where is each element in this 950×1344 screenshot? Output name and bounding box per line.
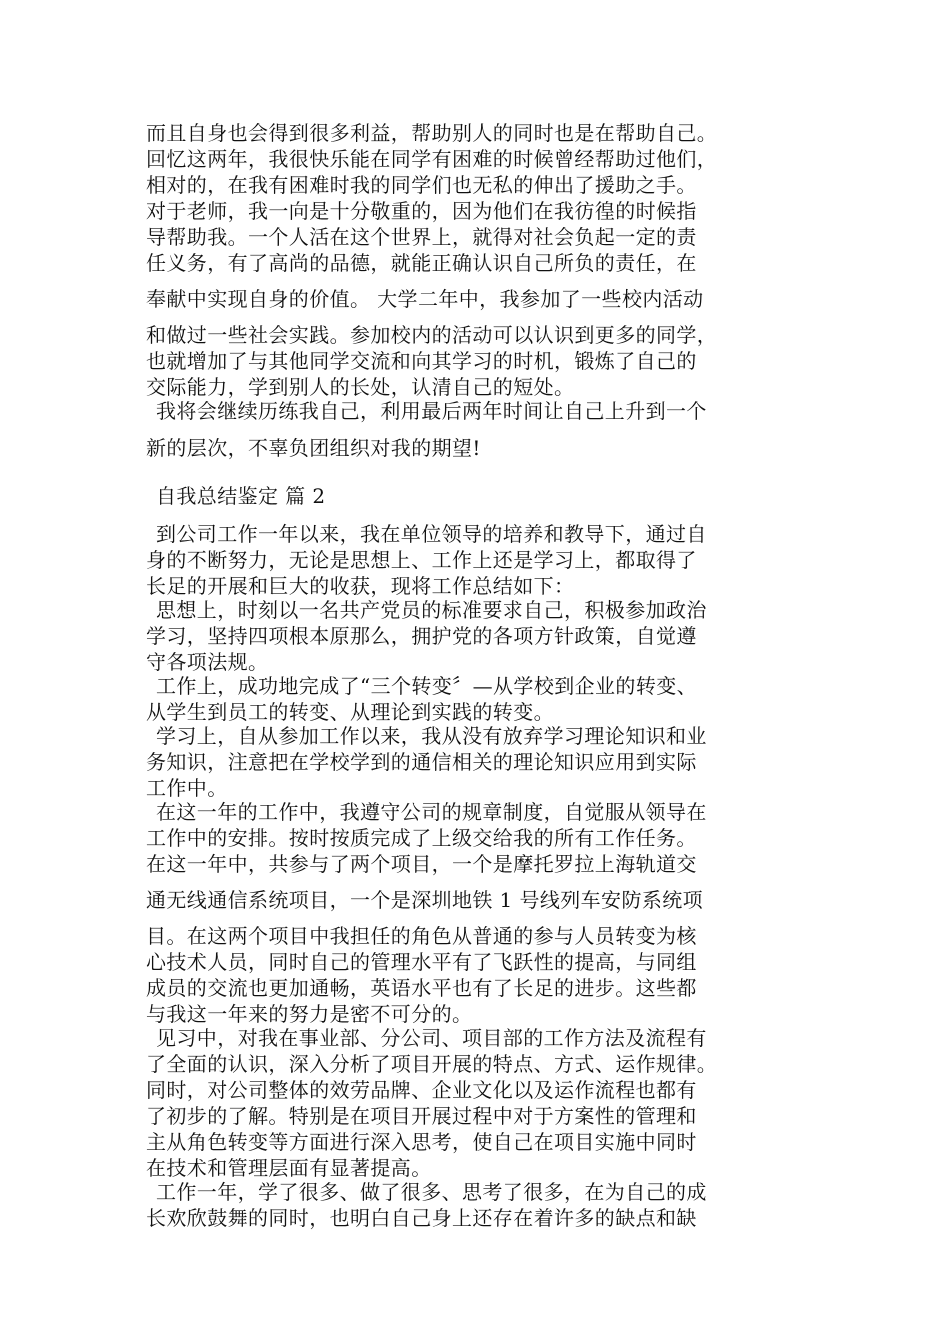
paragraph-line: 到公司工作一年以来，我在单位领导的培养和教导下，通过自 <box>156 522 707 546</box>
paragraph-line: 从学生到员工的转变、从理论到实践的转变。 <box>146 700 554 724</box>
paragraph-line: 目。在这两个项目中我担任的角色从普通的参与人员转变为核 <box>146 924 697 948</box>
paragraph-line: 相对的，在我有困难时我的同学们也无私的伸出了援助之手。 <box>146 173 697 197</box>
paragraph-line: 与我这一年来的努力是密不可分的。 <box>146 1002 473 1026</box>
paragraph-line: 了初步的了解。特别是在项目开展过程中对于方案性的管理和 <box>146 1104 697 1128</box>
paragraph-line: 身的不断努力，无论是思想上、工作上还是学习上，都取得了 <box>146 548 697 572</box>
paragraph-line: 长欢欣鼓舞的同时，也明白自己身上还存在着许多的缺点和缺 <box>146 1206 697 1230</box>
paragraph-line: 也就增加了与其他同学交流和向其学习的时机，锻炼了自己的 <box>146 349 697 373</box>
paragraph-line: 我将会继续历练我自己，利用最后两年时间让自己上升到一个 <box>156 399 707 423</box>
paragraph-line: 成员的交流也更加通畅，英语水平也有了长足的进步。这些都 <box>146 976 697 1000</box>
paragraph-line: 工作中的安排。按时按质完成了上级交给我的所有工作任务。 <box>146 826 697 850</box>
paragraph-line: 工作中。 <box>146 776 228 800</box>
paragraph-line: 回忆这两年，我很快乐能在同学有困难的时候曾经帮助过他们， <box>146 147 718 171</box>
paragraph-line: 务知识，注意把在学校学到的通信相关的理论知识应用到实际 <box>146 750 697 774</box>
paragraph-line: 长足的开展和巨大的收获，现将工作总结如下： <box>146 574 575 598</box>
paragraph-line: 而且自身也会得到很多利益，帮助别人的同时也是在帮助自己。 <box>146 121 718 145</box>
paragraph-line: 心技术人员，同时自己的管理水平有了飞跃性的提高，与同组 <box>146 950 697 974</box>
paragraph-line: 在这一年中，共参与了两个项目，一个是摩托罗拉上海轨道交 <box>146 852 697 876</box>
paragraph-line: 了全面的认识，深入分析了项目开展的特点、方式、运作规律。 <box>146 1052 718 1076</box>
paragraph-line: 导帮助我。一个人活在这个世界上，就得对社会负起一定的责 <box>146 225 697 249</box>
paragraph-line: 思想上，时刻以一名共产党员的标准要求自己，积极参加政治 <box>156 598 707 622</box>
paragraph-line: 学习上，自从参加工作以来，我从没有放弃学习理论知识和业 <box>156 724 707 748</box>
paragraph-line: 和做过一些社会实践。参加校内的活动可以认识到更多的同学， <box>146 323 718 347</box>
paragraph-line: 奉献中实现自身的价值。 大学二年中，我参加了一些校内活动 <box>146 287 704 311</box>
paragraph-line: 学习，坚持四项根本原那么，拥护党的各项方针政策，自觉遵 <box>146 624 697 648</box>
paragraph-line: 在技术和管理层面有显著提高。 <box>146 1156 432 1180</box>
paragraph-line: 通无线通信系统项目，一个是深圳地铁 1 号线列车安防系统项 <box>146 888 704 912</box>
paragraph-line: 同时，对公司整体的效劳品牌、企业文化以及运作流程也都有 <box>146 1078 697 1102</box>
paragraph-line: 工作一年，学了很多、做了很多、思考了很多，在为自己的成 <box>156 1180 707 1204</box>
paragraph-line: 守各项法规。 <box>146 650 269 674</box>
paragraph-line: 任义务，有了高尚的品德，就能正确认识自己所负的责任，在 <box>146 251 697 275</box>
paragraph-line: 新的层次，不辜负团组织对我的期望! <box>146 436 481 460</box>
section-heading: 自我总结鉴定 篇 2 <box>156 484 326 508</box>
paragraph-line: 主从角色转变等方面进行深入思考，使自己在项目实施中同时 <box>146 1130 697 1154</box>
paragraph-line: 交际能力，学到别人的长处，认清自己的短处。 <box>146 375 575 399</box>
paragraph-line: 工作上，成功地完成了“三个转变〞—从学校到企业的转变、 <box>156 674 698 698</box>
paragraph-line: 见习中，对我在事业部、分公司、项目部的工作方法及流程有 <box>156 1026 707 1050</box>
paragraph-line: 在这一年的工作中，我遵守公司的规章制度，自觉服从领导在 <box>156 800 707 824</box>
paragraph-line: 对于老师，我一向是十分敬重的，因为他们在我彷徨的时候指 <box>146 199 697 223</box>
